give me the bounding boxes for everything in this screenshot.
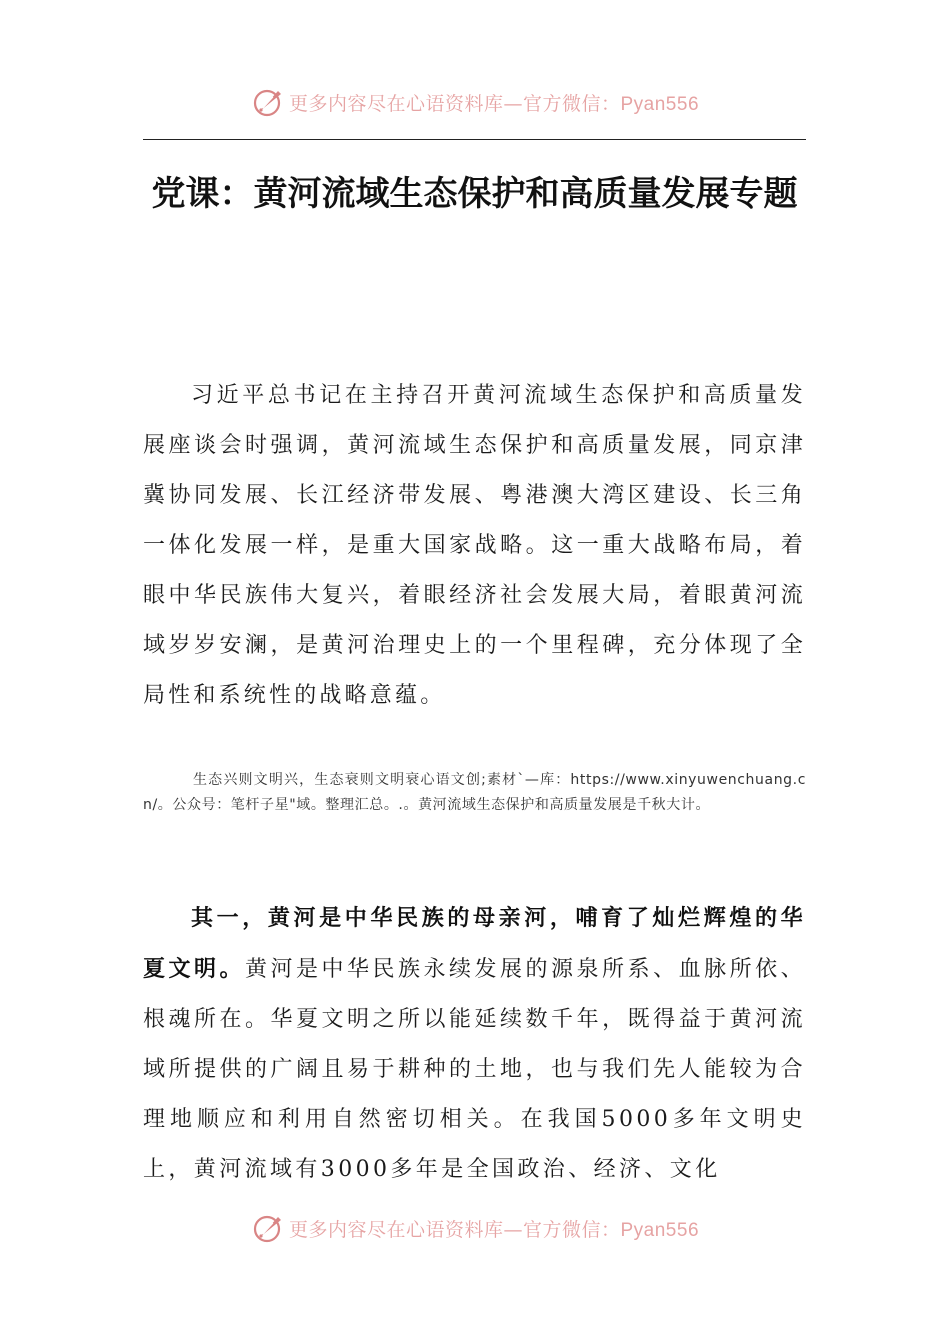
wechat-id: Pyan556 xyxy=(620,93,700,115)
header-divider xyxy=(143,139,806,140)
footer-banner xyxy=(0,1208,950,1248)
body-paragraph-1: 习近平总书记在主持召开黄河流域生态保护和高质量发展座谈会时强调，黄河流域生态保护和高质量发展，同京津冀协同发展、长江经济带发展、粤港澳大湾区建设、长三角一体化发展一样，是重大国家战略。这一重大战略布局，着眼中华民族伟大复兴，着眼经济社会发展大局，着眼黄河流域岁岁安澜，是黄河治理史上的一个里程碑，充分体现了全局性和系统性的战略意蕴。 xyxy=(143,383,806,708)
banner-text: 更多内容尽在心语资料库—官方微信：Pyan556 xyxy=(288,92,700,115)
quill-logo-icon xyxy=(251,85,285,119)
source-note: 生态兴则文明兴，生态衰则文明衰心语文创;素材`—库：https://www.xinyuwenchuang.cn/。公众号：笔杆子星"域。整理汇总。.。黄河流域生态保护和高质量发展是千秋大计。 xyxy=(143,772,806,813)
paragraph-lead: 其一，黄河是中华民族的母亲河，哺育了灿烂辉煌的华夏文明。 xyxy=(143,905,806,982)
paragraph-body: 黄河是中华民族永续发展的源泉所系、血脉所依、根魂所在。华夏文明之所以能延续数千年，既得益于黄河流域所提供的广阔且易于耕种的土地，也与我们先人能较为合理地顺应和利用自然密切相关。在我国5000多年文明史上，黄河流域有3000多年是全国政治、经济、文化 xyxy=(143,957,806,1182)
quill-logo-icon xyxy=(251,1211,285,1245)
banner-text: 更多内容尽在心语资料库—官方微信：Pyan556 xyxy=(288,1218,700,1241)
header-banner xyxy=(0,82,950,122)
body-paragraph-2 xyxy=(143,893,806,1195)
document-title: 党课：黄河流域生态保护和高质量发展专题 xyxy=(151,174,798,214)
wechat-id: Pyan556 xyxy=(620,1219,700,1241)
